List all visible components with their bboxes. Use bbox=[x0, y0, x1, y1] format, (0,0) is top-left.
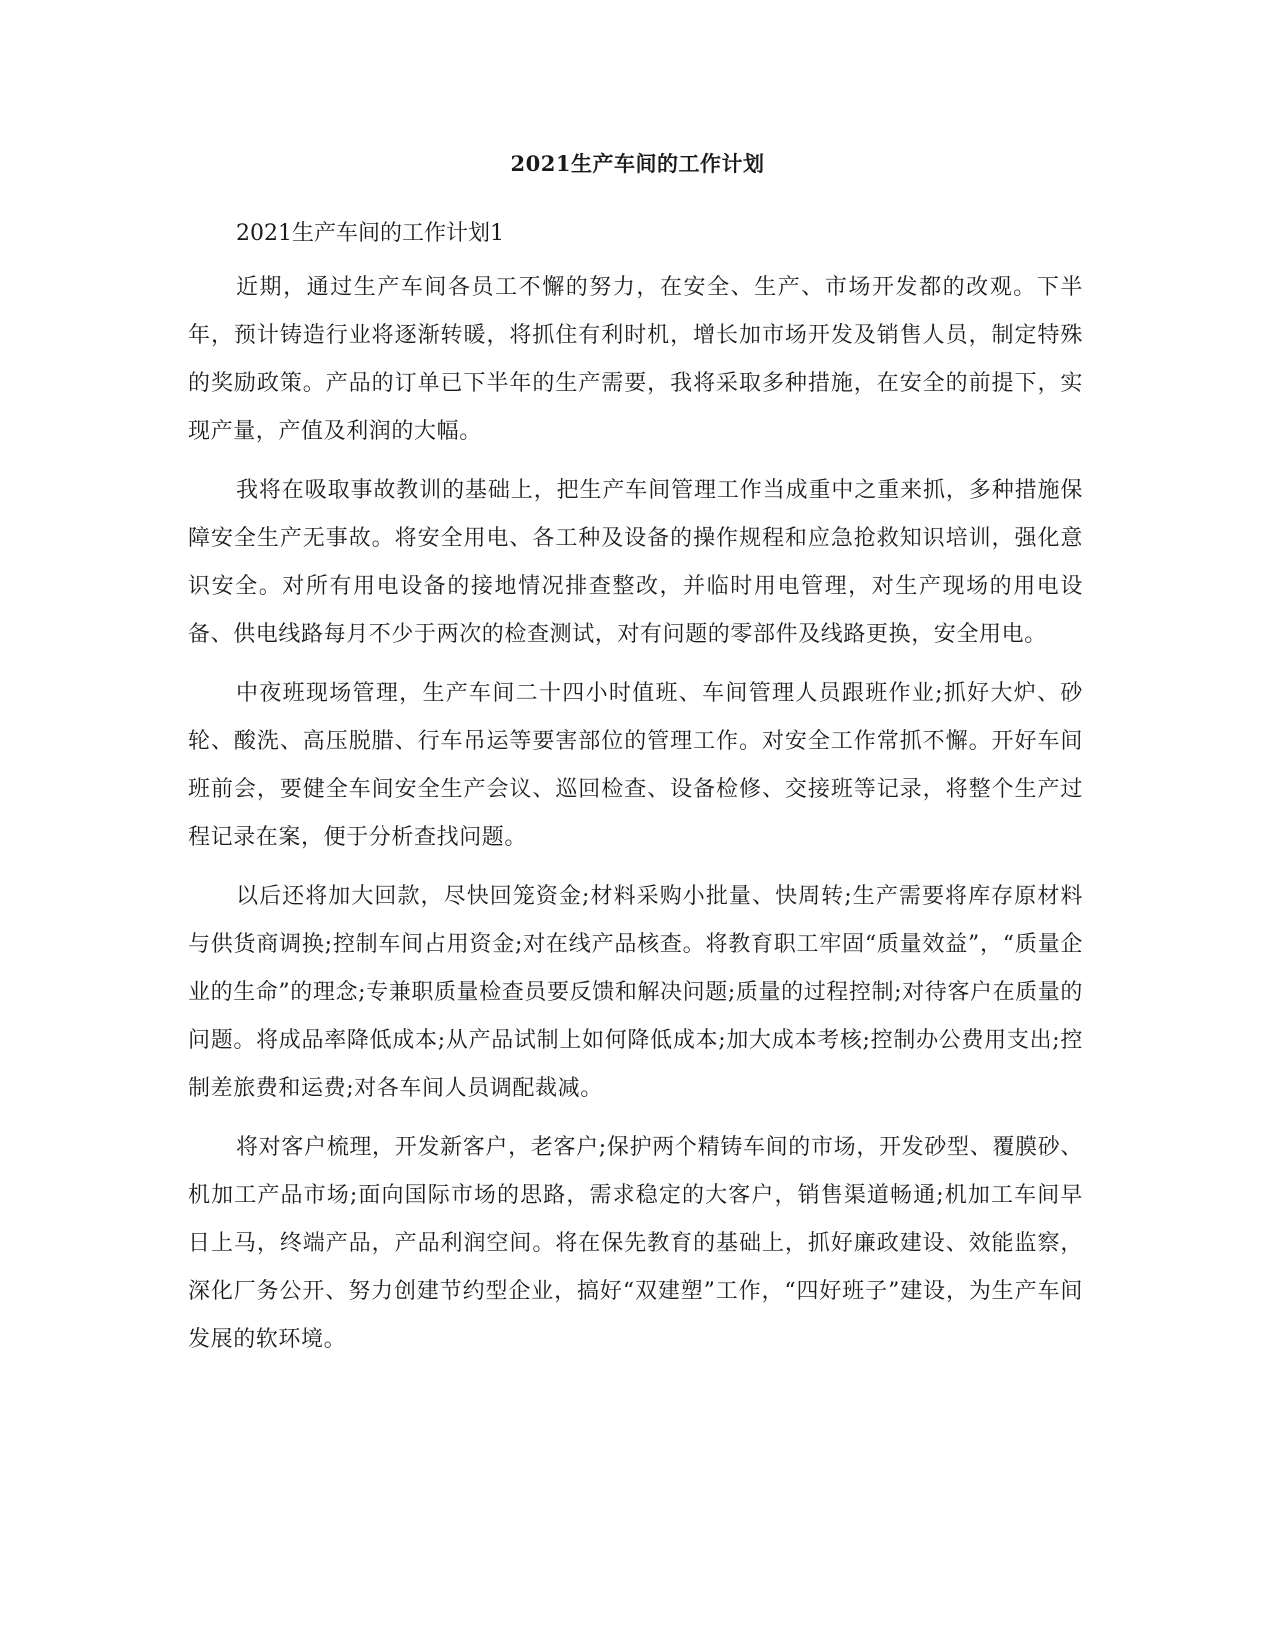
document-title: 2021生产车间的工作计划 bbox=[510, 151, 765, 176]
paragraph-1: 近期，通过生产车间各员工不懈的努力，在安全、生产、市场开发都的改观。下半年，预计铸造行业将逐渐转暖，将抓住有利时机，增长加市场开发及销售人员，制定特殊的奖励政策。产品的订单已下半年的生产需要，我将采取多种措施，在安全的前提下，实现产量，产值及利润的大幅。 bbox=[188, 275, 1083, 444]
paragraph-5: 将对客户梳理，开发新客户，老客户;保护两个精铸车间的市场，开发砂型、覆膜砂、机加工产品市场;面向国际市场的思路，需求稳定的大客户，销售渠道畅通;机加工车间早日上马，终端产品，产品利润空间。将在保先教育的基础上，抓好廉政建设、效能监察，深化厂务公开、努力创建节约型企业，搞好“双建塑”工作，“四好班子”建设，为生产车间发展的软环境。 bbox=[188, 1135, 1083, 1352]
section-heading: 2021生产车间的工作计划1 bbox=[236, 221, 504, 246]
paragraph-4: 以后还将加大回款，尽快回笼资金;材料采购小批量、快周转;生产需要将库存原材料与供货商调换;控制车间占用资金;对在线产品核查。将教育职工牢固“质量效益”，“质量企业的生命”的理念;专兼职质量检查员要反馈和解决问题;质量的过程控制;对待客户在质量的问题。将成品率降低成本;从产品试制上如何降低成本;加大成本考核;控制办公费用支出;控制差旅费和运费;对各车间人员调配裁减。 bbox=[188, 884, 1083, 1101]
paragraph-3: 中夜班现场管理，生产车间二十四小时值班、车间管理人员跟班作业;抓好大炉、砂轮、酸洗、高压脱腊、行车吊运等要害部位的管理工作。对安全工作常抓不懈。开好车间班前会，要健全车间安全生产会议、巡回检查、设备检修、交接班等记录，将整个生产过程记录在案，便于分析查找问题。 bbox=[188, 681, 1083, 850]
document-body bbox=[188, 218, 1083, 1375]
paragraph-2: 我将在吸取事故教训的基础上，把生产车间管理工作当成重中之重来抓，多种措施保障安全生产无事故。将安全用电、各工种及设备的操作规程和应急抢救知识培训，强化意识安全。对所有用电设备的接地情况排查整改，并临时用电管理，对生产现场的用电设备、供电线路每月不少于两次的检查测试，对有问题的零部件及线路更换，安全用电。 bbox=[188, 478, 1083, 647]
